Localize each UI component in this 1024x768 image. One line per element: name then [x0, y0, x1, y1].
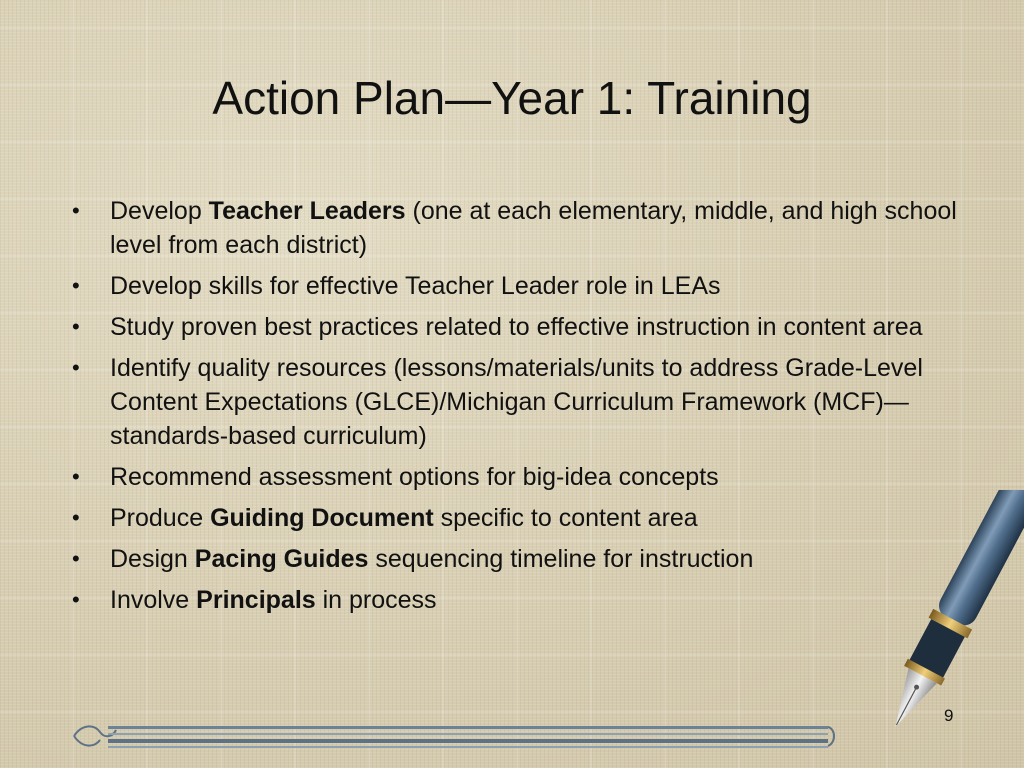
bullet-item: [70, 351, 975, 453]
bullet-text: (one at each elementary, middle, and high school level from each district): [110, 197, 957, 259]
bullet-text: Involve: [110, 586, 197, 614]
bullet-text: Study proven best practices related to effective instruction in content area: [110, 313, 923, 341]
bullet-text: sequencing timeline for instruction: [368, 545, 754, 573]
bullet-text: Recommend assessment options for big-idea concepts: [110, 463, 719, 491]
bullet-emphasis: Guiding Document: [210, 504, 434, 532]
bullet-item: [70, 460, 975, 494]
bullet-text: in process: [315, 586, 437, 614]
bullet-emphasis: Pacing Guides: [194, 545, 369, 573]
bullet-text: Develop: [110, 197, 209, 225]
fountain-pen-icon: [830, 490, 1024, 750]
bullet-item: [70, 194, 975, 262]
page-number: 9: [944, 706, 954, 725]
bullet-text: Develop skills for effective Teacher Leader role in LEAs: [110, 272, 721, 300]
bullet-text: Produce: [110, 504, 211, 532]
bullet-text: Design: [110, 545, 195, 573]
bullet-emphasis: Teacher Leaders: [208, 197, 406, 225]
bullet-emphasis: Principals: [196, 586, 316, 614]
bullet-item: [70, 269, 975, 303]
bullet-text: specific to content area: [433, 504, 698, 532]
decorative-rule-icon: [68, 716, 838, 756]
slide-title: Action Plan—Year 1: Training: [212, 72, 812, 124]
bullet-text: Identify quality resources (lessons/materials/units to address Grade-Level Content Expectations (GLCE)/Michigan Curriculum Framework (MCF)—standards-based curriculum): [110, 354, 923, 450]
bullet-item: [70, 310, 975, 344]
